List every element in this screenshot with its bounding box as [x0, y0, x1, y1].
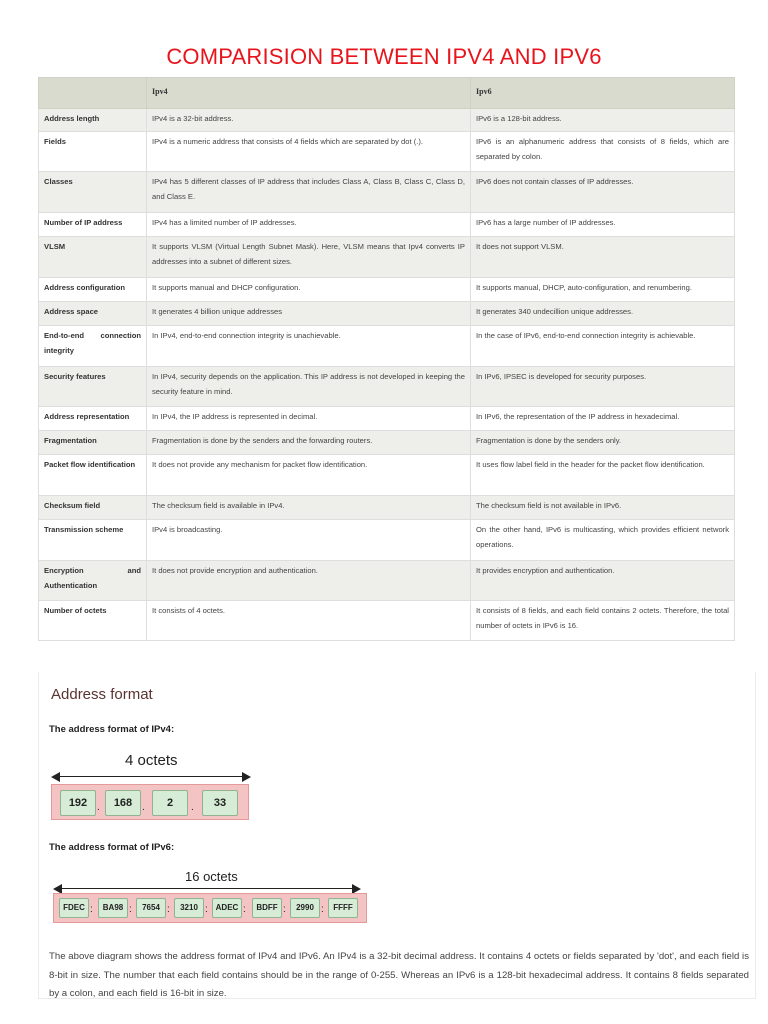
ipv6-separator: : — [205, 904, 208, 915]
ipv4-cell: It does not provide any mechanism for packet flow identification. — [147, 455, 471, 496]
feature-cell: Address representation — [39, 407, 147, 431]
header-ipv6: Ipv6 — [471, 78, 735, 109]
ipv6-cell: IPv6 has a large number of IP addresses. — [471, 213, 735, 237]
header-feature — [39, 78, 147, 109]
ipv4-address-strip — [51, 784, 249, 820]
feature-cell: End-to-end connection integrity — [39, 326, 147, 367]
ipv4-span-arrow — [53, 776, 249, 777]
table-row — [39, 561, 735, 601]
ipv4-cell: It generates 4 billion unique addresses — [147, 302, 471, 326]
ipv4-separator: . — [142, 802, 145, 813]
feature-cell: Checksum field — [39, 496, 147, 520]
feature-cell: Address configuration — [39, 278, 147, 302]
table-row — [39, 496, 735, 520]
ipv6-span-arrow — [55, 888, 359, 889]
ipv4-cell: IPv4 is a 32-bit address. — [147, 109, 471, 132]
table-row — [39, 237, 735, 278]
ipv6-separator: : — [243, 904, 246, 915]
ipv6-field-3: 7654 — [136, 898, 166, 918]
ipv4-separator: . — [191, 802, 194, 813]
table-row — [39, 520, 735, 561]
ipv4-cell: In IPv4, the IP address is represented in decimal. — [147, 407, 471, 431]
feature-cell: Address length — [39, 109, 147, 132]
ipv6-cell: The checksum field is not available in IPv6. — [471, 496, 735, 520]
ipv6-separator: : — [321, 904, 324, 915]
table-row — [39, 213, 735, 237]
ipv4-cell: It consists of 4 octets. — [147, 601, 471, 641]
ipv6-separator: : — [129, 904, 132, 915]
ipv6-cell: In IPv6, IPSEC is developed for security purposes. — [471, 367, 735, 407]
ipv6-cell: In the case of IPv6, end-to-end connection integrity is achievable. — [471, 326, 735, 367]
ipv4-cell: In IPv4, end-to-end connection integrity is unachievable. — [147, 326, 471, 367]
ipv4-cell: IPv4 has a limited number of IP addresses. — [147, 213, 471, 237]
ipv6-cell: IPv6 is an alphanumeric address that consists of 8 fields, which are separated by colon. — [471, 132, 735, 172]
ipv6-cell: It does not support VLSM. — [471, 237, 735, 278]
table-header-row — [39, 78, 735, 109]
ipv4-field-1: 192 — [60, 790, 96, 816]
ipv6-cell: On the other hand, IPv6 is multicasting, which provides efficient network operations. — [471, 520, 735, 561]
ipv4-cell: It does not provide encryption and authentication. — [147, 561, 471, 601]
ipv4-field-3: 2 — [152, 790, 188, 816]
ipv6-field-5: ADEC — [212, 898, 242, 918]
ipv4-field-4: 33 — [202, 790, 238, 816]
ipv6-field-2: BA98 — [98, 898, 128, 918]
ipv6-cell: It provides encryption and authentication. — [471, 561, 735, 601]
comparison-table — [38, 77, 735, 641]
ipv6-separator: : — [283, 904, 286, 915]
table-row — [39, 278, 735, 302]
ipv4-cell: It supports VLSM (Virtual Length Subnet Mask). Here, VLSM means that Ipv4 converts IP addresses into a subnet of different sizes. — [147, 237, 471, 278]
ipv6-cell: IPv6 does not contain classes of IP addresses. — [471, 172, 735, 213]
feature-cell: VLSM — [39, 237, 147, 278]
ipv6-field-4: 3210 — [174, 898, 204, 918]
ipv6-format-title: The address format of IPv6: — [49, 842, 175, 853]
ipv4-field-2: 168 — [105, 790, 141, 816]
ipv6-field-8: FFFF — [328, 898, 358, 918]
ipv6-separator: : — [90, 904, 93, 915]
page-title: COMPARISION BETWEEN IPV4 AND IPV6 — [166, 44, 602, 69]
table-row — [39, 601, 735, 641]
ipv4-format-title: The address format of IPv4: — [49, 724, 175, 735]
ipv6-address-strip — [53, 893, 367, 923]
header-ipv4: Ipv4 — [147, 78, 471, 109]
ipv6-field-6: BDFF — [252, 898, 282, 918]
ipv4-cell: IPv4 is broadcasting. — [147, 520, 471, 561]
table-row — [39, 407, 735, 431]
ipv6-octets-label: 16 octets — [185, 869, 238, 884]
table-row — [39, 367, 735, 407]
ipv6-cell: Fragmentation is done by the senders only. — [471, 431, 735, 455]
table-row — [39, 431, 735, 455]
feature-cell: Classes — [39, 172, 147, 213]
address-format-panel — [38, 672, 756, 999]
feature-cell: Packet flow identification — [39, 455, 147, 496]
ipv6-cell: It consists of 8 fields, and each field contains 2 octets. Therefore, the total number of octets in IPv6 is 16. — [471, 601, 735, 641]
table-row — [39, 172, 735, 213]
ipv6-cell: In IPv6, the representation of the IP address in hexadecimal. — [471, 407, 735, 431]
feature-cell: Transmission scheme — [39, 520, 147, 561]
feature-cell: Security features — [39, 367, 147, 407]
table-row — [39, 326, 735, 367]
table-row — [39, 132, 735, 172]
table-row — [39, 455, 735, 496]
ipv6-field-7: 2990 — [290, 898, 320, 918]
ipv6-separator: : — [167, 904, 170, 915]
ipv4-cell: IPv4 has 5 different classes of IP address that includes Class A, Class B, Class C, Class D, and Class E. — [147, 172, 471, 213]
ipv4-cell: IPv4 is a numeric address that consists of 4 fields which are separated by dot (.). — [147, 132, 471, 172]
feature-cell: Encryption and Authentication — [39, 561, 147, 601]
feature-cell: Number of IP address — [39, 213, 147, 237]
ipv6-cell: It supports manual, DHCP, auto-configuration, and renumbering. — [471, 278, 735, 302]
ipv6-field-1: FDEC — [59, 898, 89, 918]
feature-cell: Fields — [39, 132, 147, 172]
ipv4-separator: . — [97, 802, 100, 813]
address-format-heading: Address format — [51, 686, 153, 703]
table-row — [39, 109, 735, 132]
ipv6-cell: It generates 340 undecillion unique addresses. — [471, 302, 735, 326]
feature-cell: Number of octets — [39, 601, 147, 641]
ipv4-cell: Fragmentation is done by the senders and the forwarding routers. — [147, 431, 471, 455]
table-row — [39, 302, 735, 326]
feature-cell: Fragmentation — [39, 431, 147, 455]
ipv4-cell: It supports manual and DHCP configuration. — [147, 278, 471, 302]
ipv4-cell: The checksum field is available in IPv4. — [147, 496, 471, 520]
address-format-description: The above diagram shows the address format of IPv4 and IPv6. An IPv4 is a 32-bit decimal address. It contains 4 octets or fields separated by 'dot', and each field is 8-bit in size. The number that each field contains should be in the range of 0-255. Whereas an IPv6 is a 128-bit hexadecimal address. It contains 8 fields separated by a colon, and each field is 16-bit in size. — [49, 951, 749, 1000]
ipv4-octets-label: 4 octets — [125, 752, 178, 769]
ipv6-cell: IPv6 is a 128-bit address. — [471, 109, 735, 132]
feature-cell: Address space — [39, 302, 147, 326]
ipv4-cell: In IPv4, security depends on the application. This IP address is not developed in keeping the security feature in mind. — [147, 367, 471, 407]
ipv6-cell: It uses flow label field in the header for the packet flow identification. — [471, 455, 735, 496]
